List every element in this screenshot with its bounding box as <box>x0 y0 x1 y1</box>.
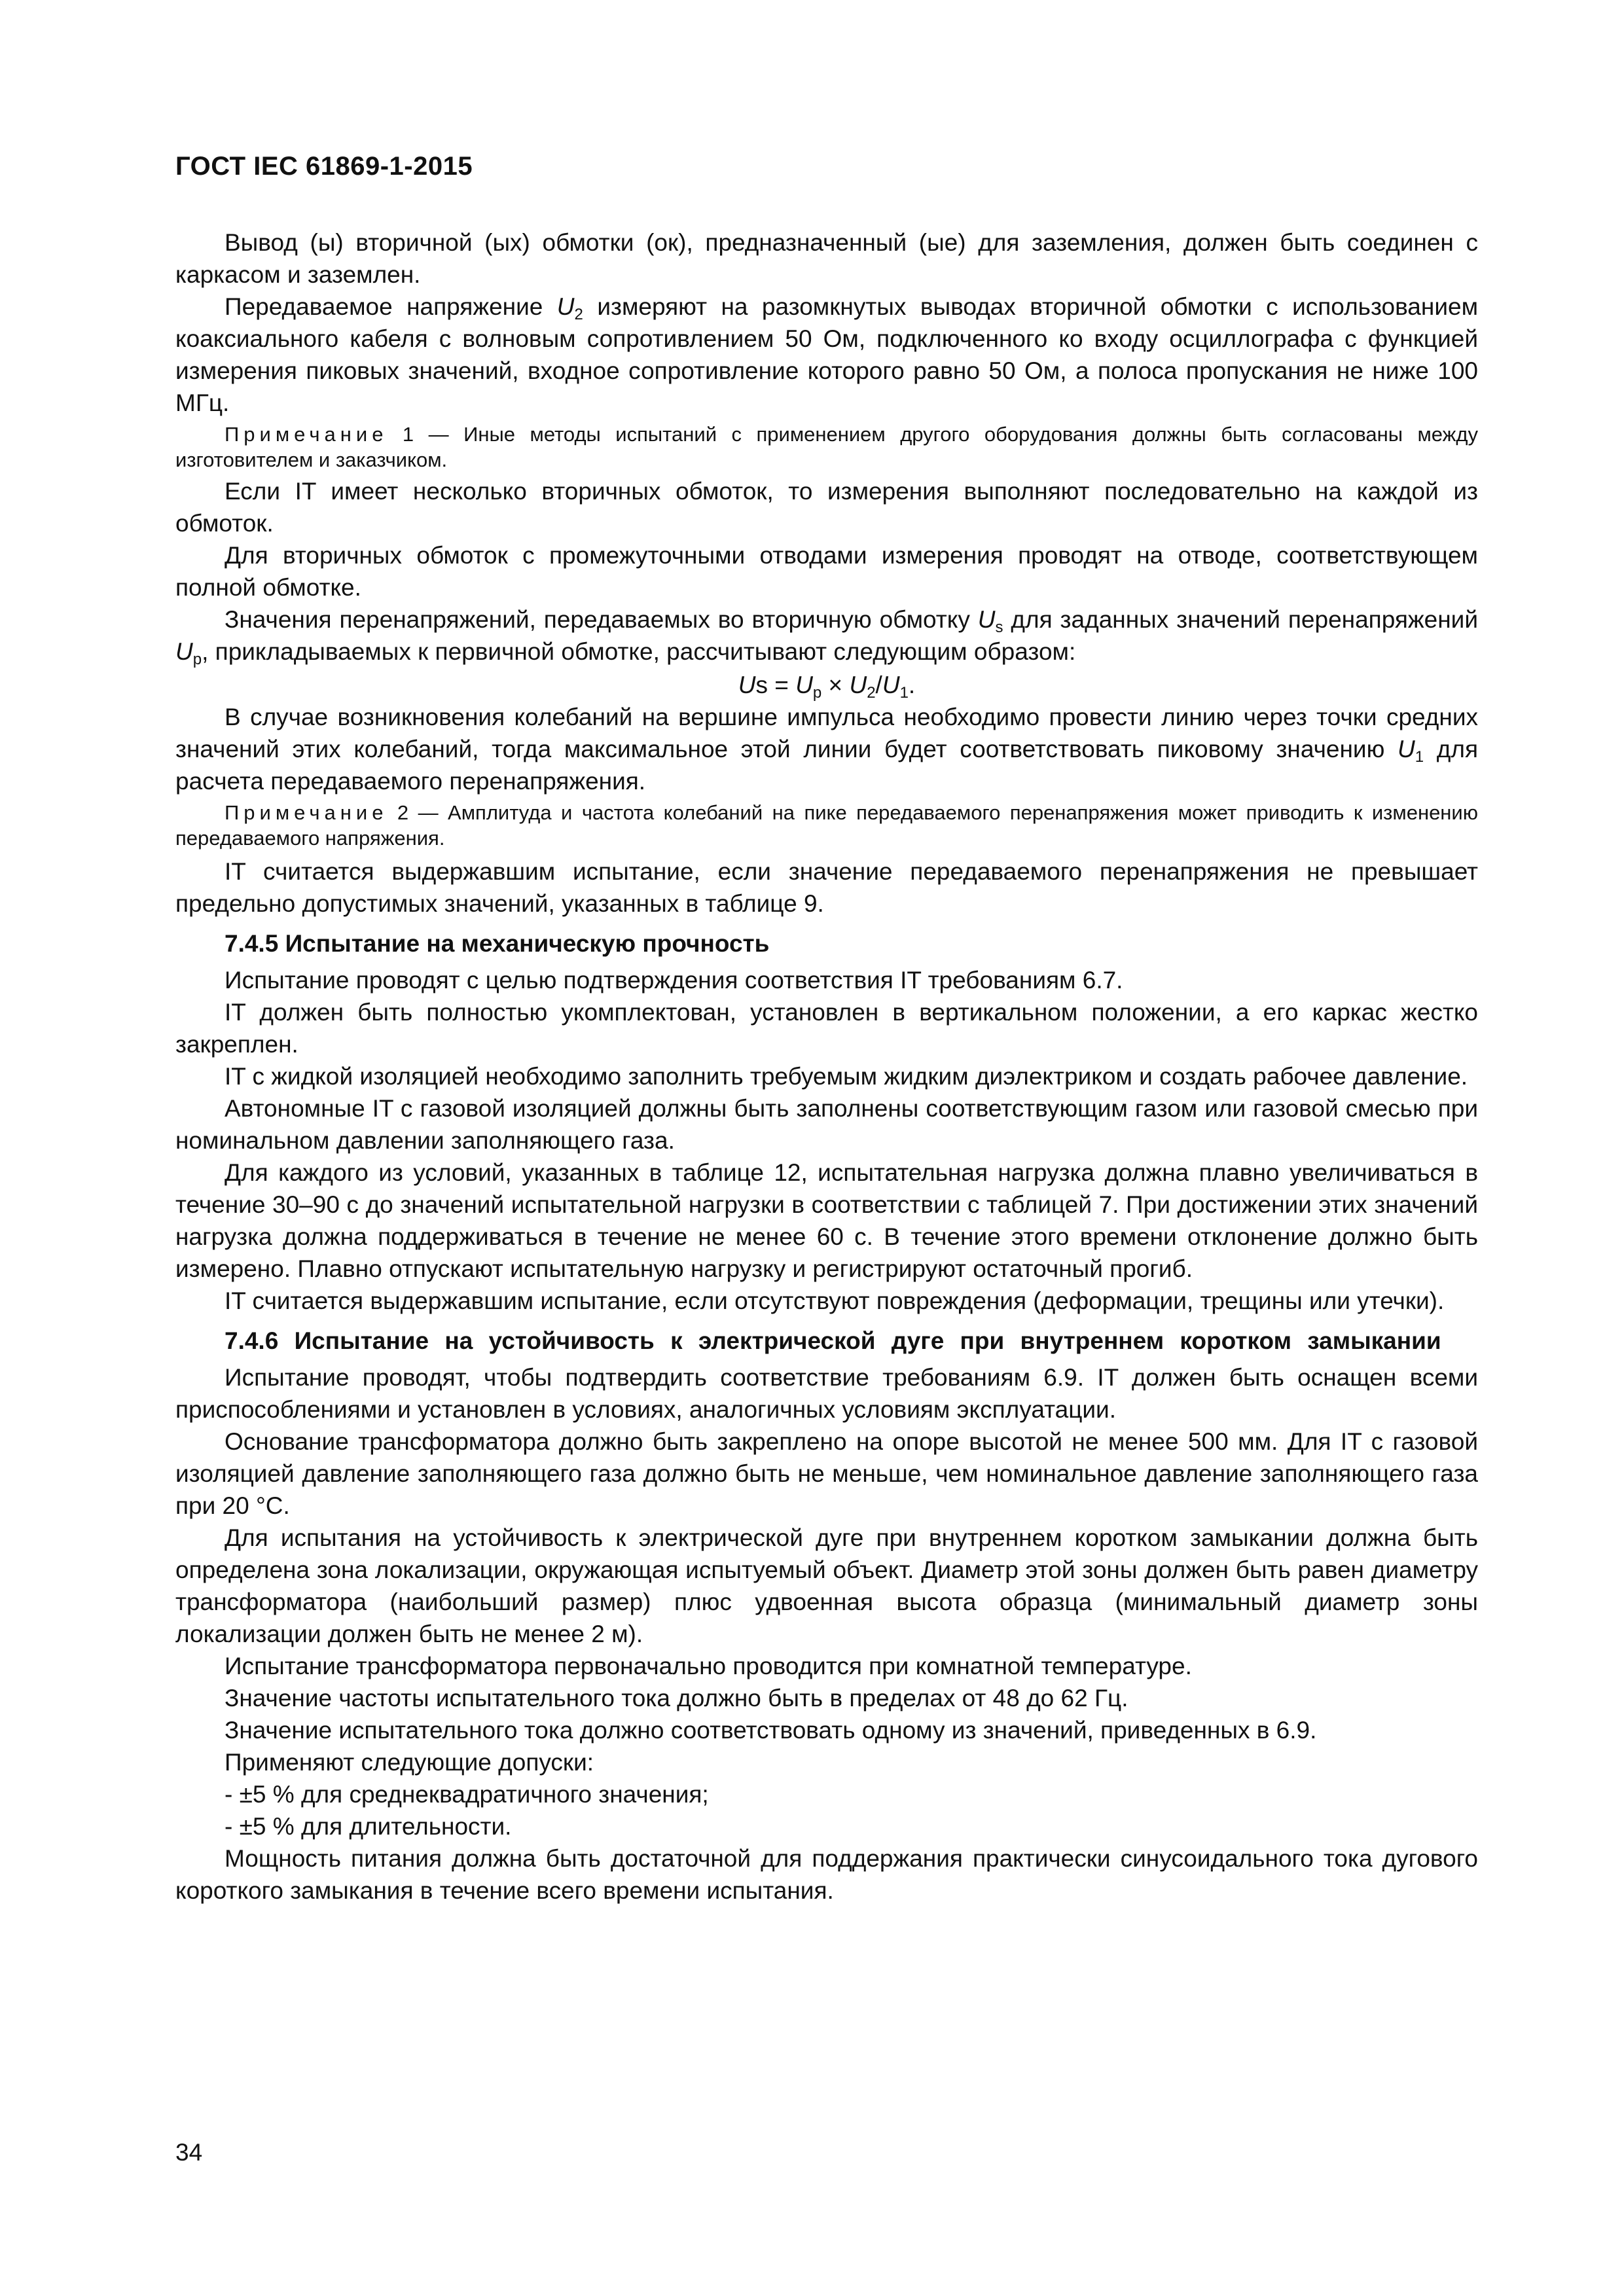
paragraph: IT считается выдержавшим испытание, если значение передаваемого перенапряжения не превышает предельно допустимых значений, указанных в таблице 9. <box>175 858 1478 917</box>
paragraph: Испытание проводят, чтобы подтвердить соответствие требованиям 6.9. IT должен быть оснащен всеми приспособлениями и установлен в условиях, аналогичных условиям эксплуатации. <box>175 1364 1478 1423</box>
list-item: - ±5 % для длительности. <box>225 1813 512 1840</box>
note-label: Примечание <box>225 801 388 824</box>
note-1: Примечание 1 — Иные методы испытаний с применением другого оборудования должны быть согласованы между изготовителем и заказчиком. <box>175 423 1478 471</box>
paragraph: Для каждого из условий, указанных в таблице 12, испытательная нагрузка должна плавно увеличиваться в течение 30–90 с до значений испытательной нагрузки в соответствии с таблицей 7. При достижении этих значений нагрузка должна поддерживаться в течение не менее 60 с. В течение этого времени отклонение должно быть измерено. Плавно отпускают испытательную нагрузку и регистрируют остаточный прогиб. <box>175 1159 1478 1282</box>
paragraph: IT с жидкой изоляцией необходимо заполнить требуемым жидким диэлектриком и создать рабочее давление. <box>225 1063 1468 1090</box>
note-2: Примечание 2 — Амплитуда и частота колебаний на пике передаваемого перенапряжения может приводить к изменению передаваемого напряжения. <box>175 801 1478 850</box>
page-number: 34 <box>175 2139 203 2166</box>
paragraph: Основание трансформатора должно быть закреплено на опоре высотой не менее 500 мм. Для IT с газовой изоляцией давление заполняющего газа должно быть не меньше, чем номинальное давление заполняющего газа при 20 °С. <box>175 1428 1478 1519</box>
paragraph: Для вторичных обмоток с промежуточными отводами измерения проводят на отводе, соответствующем полной обмотке. <box>175 542 1478 601</box>
paragraph: Мощность питания должна быть достаточной для поддержания практически синусоидального тока дугового короткого замыкания в течение всего времени испытания. <box>175 1845 1478 1904</box>
document-body <box>175 226 1478 1907</box>
paragraph: Передаваемое напряжение $U_2$ измеряют на разомкнутых выводах вторичной обмотки с использованием коаксиального кабеля с волновым сопротивлением 50 Ом, подключенного ко входу осциллографа с функцией измерения пиковых значений, входное сопротивление которого равно 50 Ом, а полоса пропускания не ниже 100 МГц. <box>175 293 1479 416</box>
note-label: Примечание <box>225 423 388 446</box>
paragraph: Испытание трансформатора первоначально проводится при комнатной температуре. <box>225 1653 1192 1679</box>
list-item: - ±5 % для среднеквадратичного значения; <box>225 1781 709 1808</box>
paragraph: Вывод (ы) вторичной (ых) обмотки (ок), предназначенный (ые) для заземления, должен быть соединен с каркасом и заземлен. <box>175 229 1478 288</box>
section-heading-7-4-6: 7.4.6 Испытание на устойчивость к электрической дуге при внутреннем коротком замыкании <box>225 1327 1441 1354</box>
paragraph: Значение испытательного тока должно соответствовать одному из значений, приведенных в 6.9. <box>225 1717 1317 1744</box>
paragraph: Применяют следующие допуски: <box>225 1749 594 1776</box>
paragraph: В случае возникновения колебаний на вершине импульса необходимо провести линию через точки средних значений этих колебаний, тогда максимальное этой линии будет соответствовать пиковому значению $U_1$ для расчета передаваемого перенапряжения. <box>175 704 1478 795</box>
paragraph: Значение частоты испытательного тока должно быть в пределах от 48 до 62 Гц. <box>225 1685 1128 1712</box>
paragraph: Если IT имеет несколько вторичных обмоток, то измерения выполняют последовательно на каждой из обмоток. <box>175 478 1478 537</box>
paragraph: Автономные IT с газовой изоляцией должны быть заполнены соответствующим газом или газовой смесью при номинальном давлении заполняющего газа. <box>175 1095 1478 1154</box>
paragraph: Испытание проводят с целью подтверждения соответствия IT требованиям 6.7. <box>225 967 1123 994</box>
paragraph: IT считается выдержавшим испытание, если отсутствуют повреждения (деформации, трещины или утечки). <box>225 1287 1445 1314</box>
paragraph: IT должен быть полностью укомплектован, установлен в вертикальном положении, а его каркас жестко закреплен. <box>175 999 1478 1058</box>
formula: $Us = U_p \times U_2/U_1$. <box>738 672 916 702</box>
standard-designation: ГОСТ IEC 61869-1-2015 <box>175 152 473 181</box>
paragraph: Для испытания на устойчивость к электрической дуге при внутреннем коротком замыкании должна быть определена зона локализации, окружающая испытуемый объект. Диаметр этой зоны должен быть равен диаметру трансформатора (наибольший размер) плюс удвоенная высота образца (минимальный диаметр зоны локализации должен быть не менее 2 м). <box>175 1524 1478 1647</box>
paragraph: Значения перенапряжений, передаваемых во вторичную обмотку $U_s$ для заданных значений перенапряжений $U_p$, прикладываемых к первичной обмотке, рассчитывают следующим образом: <box>175 606 1478 668</box>
section-heading-7-4-5: 7.4.5 Испытание на механическую прочность <box>225 930 770 957</box>
